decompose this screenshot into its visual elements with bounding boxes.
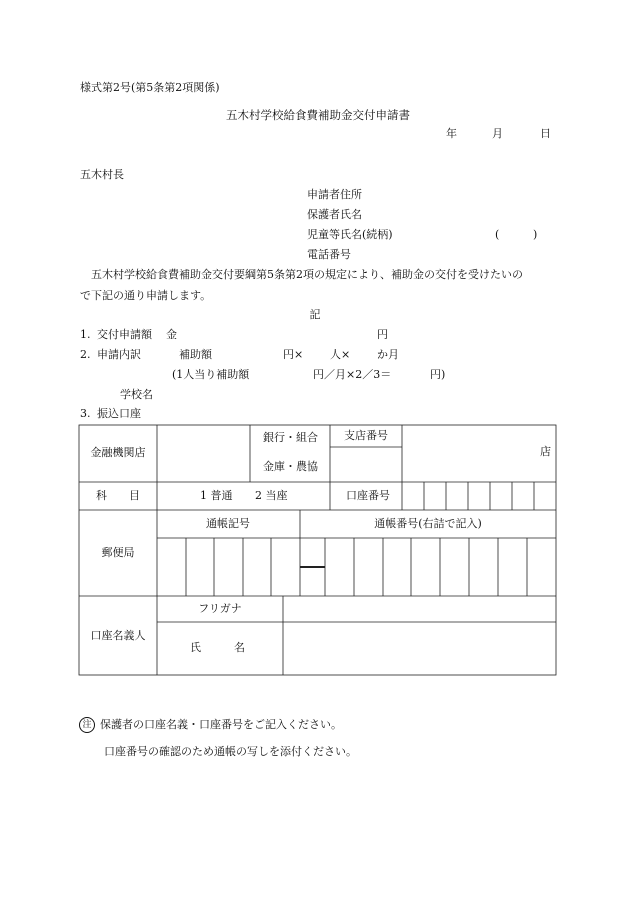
- relation-paren-open: (: [495, 228, 500, 241]
- holder-name-label: 氏 名: [190, 641, 245, 654]
- body-line-2: で下記の通り申請します。: [80, 289, 212, 302]
- account-holder-label: 口座名義人: [90, 629, 146, 642]
- school-name-label: 学校名: [120, 388, 153, 401]
- item2-yen-times: 円×: [283, 348, 304, 361]
- item2-subsidy: 補助額: [179, 348, 212, 361]
- addressee: 五木村長: [80, 168, 124, 181]
- per-person-formula: 円／月×2／3＝: [313, 368, 392, 381]
- per-person-close: 円): [430, 368, 446, 381]
- shinkin-nokyo-label: 金庫・農協: [263, 460, 318, 473]
- account-type-current: 2 当座: [255, 489, 288, 502]
- relation-paren-close: ): [533, 228, 538, 241]
- post-office-label: 郵便局: [101, 546, 135, 559]
- institution-label: 金融機関店: [90, 446, 146, 459]
- body-line-1: 五木村学校給食費補助金交付要綱第5条第2項の規定により、補助金の交付を受けたいの: [80, 268, 523, 281]
- bank-union-label: 銀行・組合: [263, 431, 318, 444]
- child-name-label: 児童等氏名(続柄): [307, 228, 393, 241]
- item1-kin: 金: [166, 328, 177, 341]
- furigana-label: フリガナ: [198, 602, 242, 615]
- per-person-open: (1人当り補助額: [172, 368, 250, 381]
- item1-label: 交付申請額: [97, 328, 152, 341]
- item2-months: か月: [377, 348, 399, 361]
- item3-label: 振込口座: [97, 407, 141, 420]
- branch-number-label: 支店番号: [344, 429, 388, 442]
- passbook-number-label: 通帳番号(右詰で記入): [374, 517, 482, 530]
- account-type-ordinary: 1 普通: [200, 489, 233, 502]
- item2-number: 2.: [80, 348, 91, 361]
- date-month-label: 月: [492, 127, 503, 140]
- branch-suffix: 店: [540, 445, 551, 458]
- passbook-symbol-label: 通帳記号: [206, 517, 250, 530]
- item1-yen: 円: [377, 328, 388, 341]
- note-line-1: 保護者の口座名義・口座番号をご記入ください。: [100, 718, 342, 731]
- form-number: 様式第2号(第5条第2項関係): [80, 81, 220, 94]
- applicant-address-label: 申請者住所: [307, 188, 362, 201]
- item2-people-times: 人×: [330, 348, 351, 361]
- item1-number: 1.: [80, 328, 91, 341]
- date-year-label: 年: [446, 127, 457, 140]
- guardian-name-label: 保護者氏名: [307, 208, 362, 221]
- account-number-label: 口座番号: [346, 489, 390, 502]
- date-day-label: 日: [540, 127, 551, 140]
- item3-number: 3.: [80, 407, 91, 420]
- note-mark-icon: 注: [79, 717, 95, 733]
- page-title: 五木村学校給食費補助金交付申請書: [226, 108, 410, 122]
- note-line-2: 口座番号の確認のため通帳の写しを添付ください。: [104, 745, 357, 758]
- account-type-label: 科 目: [96, 489, 140, 502]
- ki-heading: 記: [309, 308, 321, 321]
- item2-label: 申請内訳: [97, 348, 141, 361]
- phone-label: 電話番号: [307, 248, 351, 261]
